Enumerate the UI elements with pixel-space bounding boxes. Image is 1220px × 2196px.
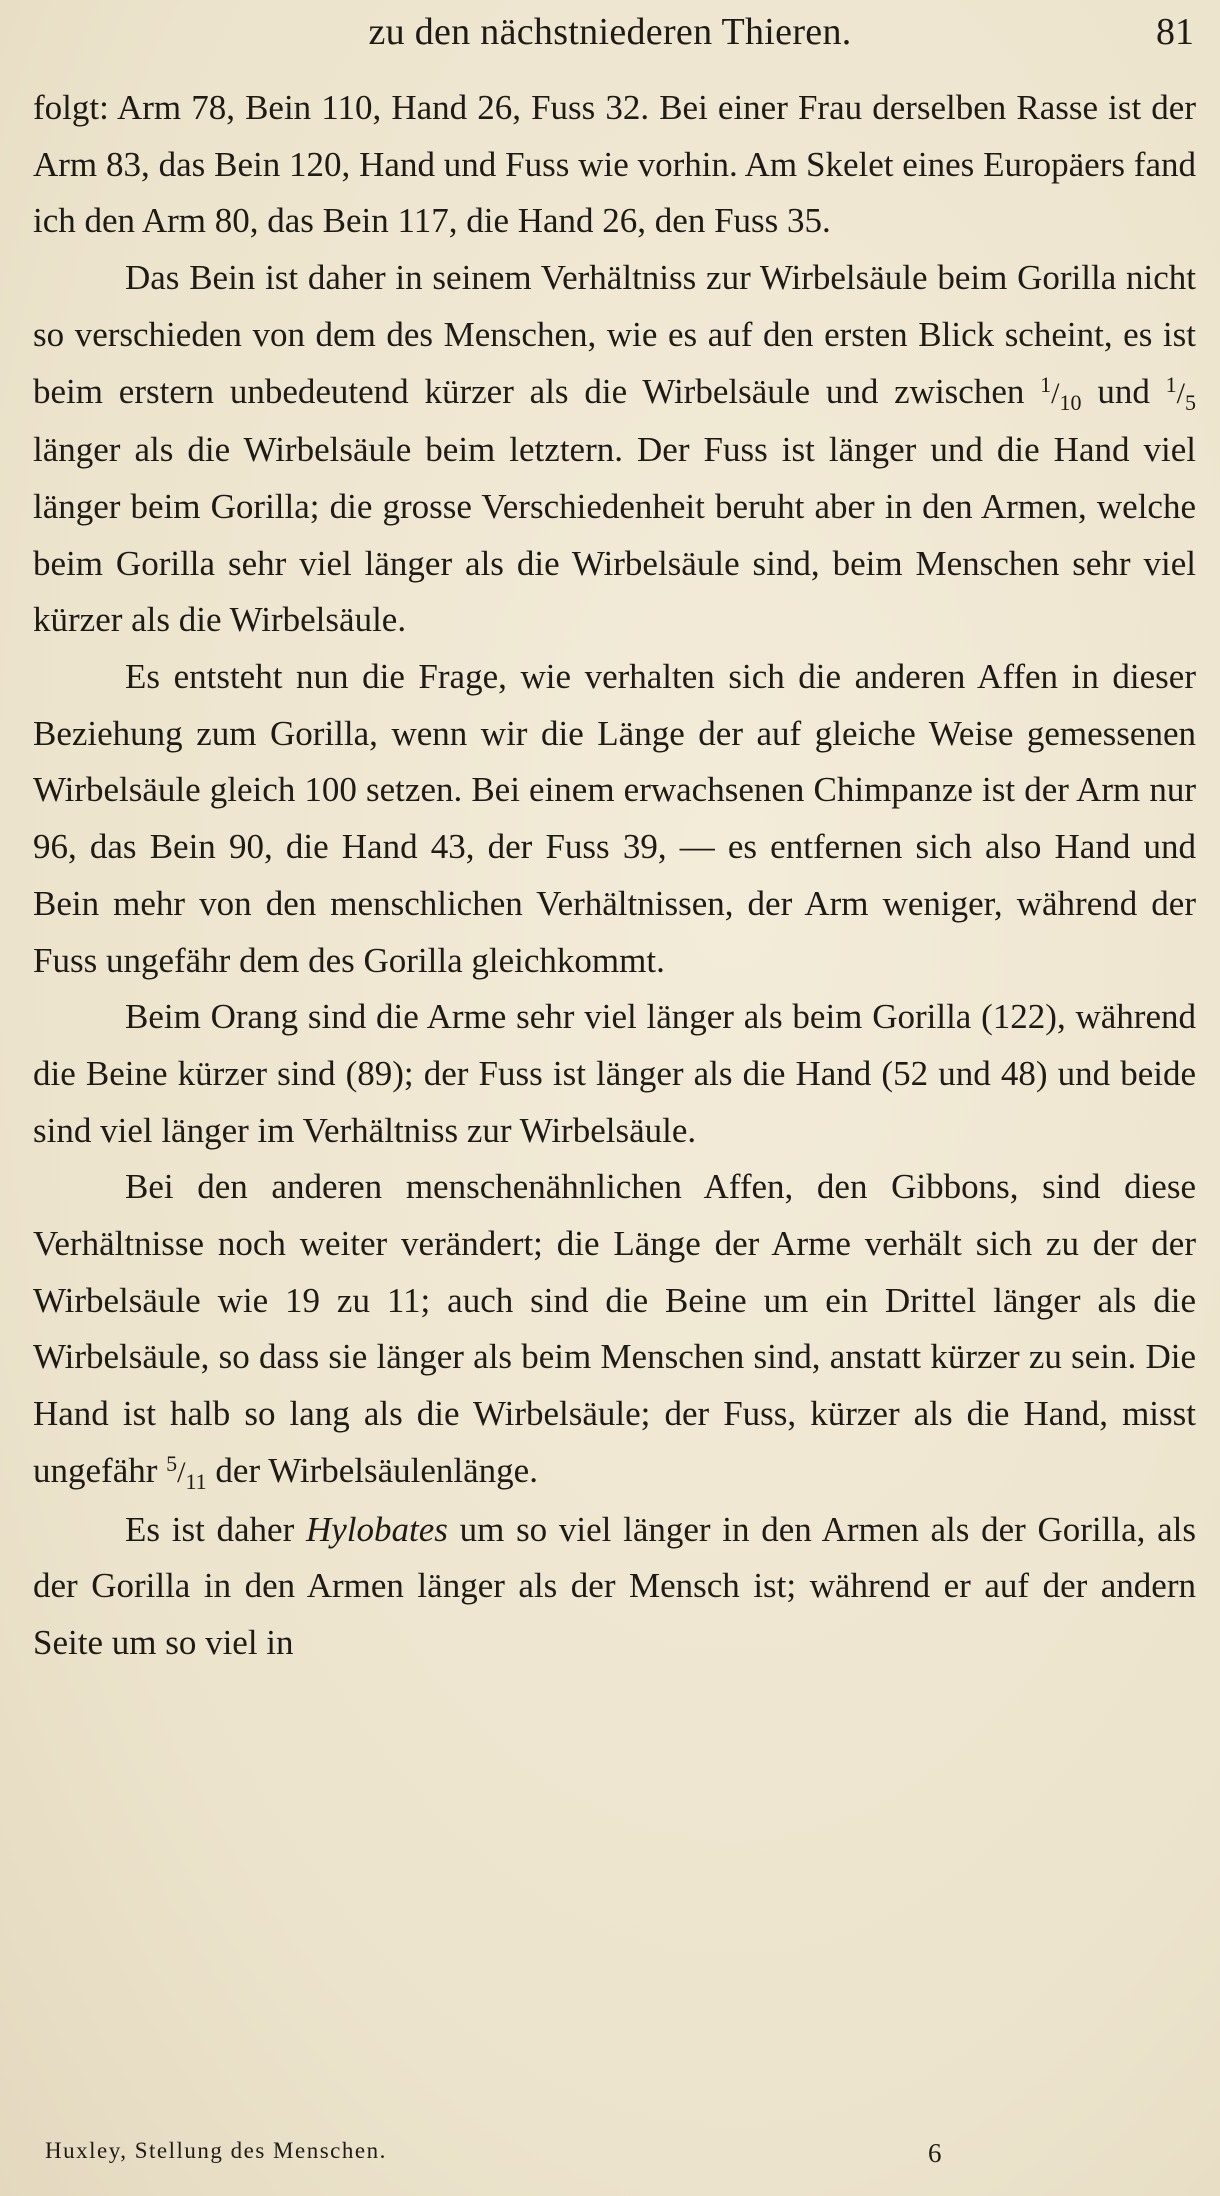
p5-text-a: Bei den anderen menschenähnlichen Affen, den Gibbons, sind diese Verhältnisse noch weiter verändert; die Länge der Arme verhält sich zu der der Wirbelsäule wie 19 zu 11; auch sind die Beine um ein Drittel länger als die Wirbelsäule, so dass sie länger als beim Menschen sind, anstatt kürzer zu sein. Die Hand ist halb so lang als die Wirbelsäule; der Fuss, kürzer als die Hand, misst ungefähr xyxy=(33,1167,1196,1490)
fraction-denominator: 10 xyxy=(1059,389,1082,415)
body-text xyxy=(33,80,1196,1672)
running-title: zu den nächstniederen Thieren. xyxy=(368,11,852,53)
paragraph-6 xyxy=(33,1502,1196,1672)
fraction-one-fifth: $^1/_5$ xyxy=(1165,371,1196,415)
fraction-numerator: 5 xyxy=(166,1450,178,1476)
p3-text: Es entsteht nun die Frage, wie verhalten sich die anderen Affen in dieser Beziehung zum Gorilla, wenn wir die Länge der auf gleiche Weise gemessenen Wirbelsäule gleich 100 setzen. Bei einem erwachsenen Chimpanze ist der Arm nur 96, das Bein 90, die Hand 43, der Fuss 39, — es entfernen sich also Hand und Bein mehr von den menschlichen Verhältnissen, der Arm weniger, während der Fuss ungefähr dem des Gorilla gleichkommt. xyxy=(33,657,1196,980)
p4-text: Beim Orang sind die Arme sehr viel länger als beim Gorilla (122), während die Beine kürzer sind (89); der Fuss ist länger als die Hand (52 und 48) und beide sind viel länger im Verhältniss zur Wirbelsäule. xyxy=(33,997,1196,1150)
footer-sheet-number: 6 xyxy=(928,2138,942,2168)
p6-text-a: Es ist daher xyxy=(125,1509,306,1549)
p2-text-c: länger als die Wirbelsäule beim letztern. Der Fuss ist länger und die Hand viel länger beim Gorilla; die grosse Verschiedenheit beruht aber in den Armen, welche beim Gorilla sehr viel länger als die Wirbelsäule sind, beim Menschen sehr viel kürzer als die Wirbelsäule. xyxy=(33,430,1196,640)
p5-text-b: der Wirbelsäulenlänge. xyxy=(206,1450,538,1490)
paragraph-2 xyxy=(33,250,1196,649)
p2-text-a: Das Bein ist daher in seinem Verhältniss zur Wirbelsäule beim Gorilla nicht so verschieden von dem des Menschen, wie es auf den ersten Blick scheint, es ist beim erstern unbedeutend kürzer als die Wirbelsäule und zwischen xyxy=(33,258,1196,411)
paragraph-1 xyxy=(33,80,1196,250)
paragraph-3 xyxy=(33,649,1196,989)
fraction-denominator: 5 xyxy=(1185,389,1196,415)
fraction-numerator: 1 xyxy=(1040,371,1052,397)
page-number: 81 xyxy=(1156,11,1194,53)
paragraph-4 xyxy=(33,989,1196,1159)
p6-text-b: um so viel länger in den Armen als der Gorilla, als der Gorilla in den Armen länger als der Mensch ist; während er auf der andern Seite um so viel in xyxy=(33,1509,1196,1662)
footer-signature: Huxley, Stellung des Menschen. xyxy=(45,2138,387,2163)
page-footer xyxy=(0,2138,1220,2178)
fraction-denominator: 11 xyxy=(185,1468,207,1494)
paragraph-5 xyxy=(33,1159,1196,1501)
fraction-numerator: 1 xyxy=(1165,371,1177,397)
p1-text: folgt: Arm 78, Bein 110, Hand 26, Fuss 32. Bei einer Frau derselben Rasse ist der Arm 83, das Bein 120, Hand und Fuss wie vorhin. Am Skelet eines Europäers fand ich den Arm 80, das Bein 117, die Hand 26, den Fuss 35. xyxy=(33,88,1196,241)
fraction-one-tenth: $^1/_{10}$ xyxy=(1040,371,1082,415)
p2-text-b: und xyxy=(1081,371,1166,411)
species-name-hylobates: Hylobates xyxy=(305,1509,448,1549)
page-header xyxy=(0,10,1220,70)
fraction-five-elevenths: $^5/_{11}$ xyxy=(166,1450,207,1494)
